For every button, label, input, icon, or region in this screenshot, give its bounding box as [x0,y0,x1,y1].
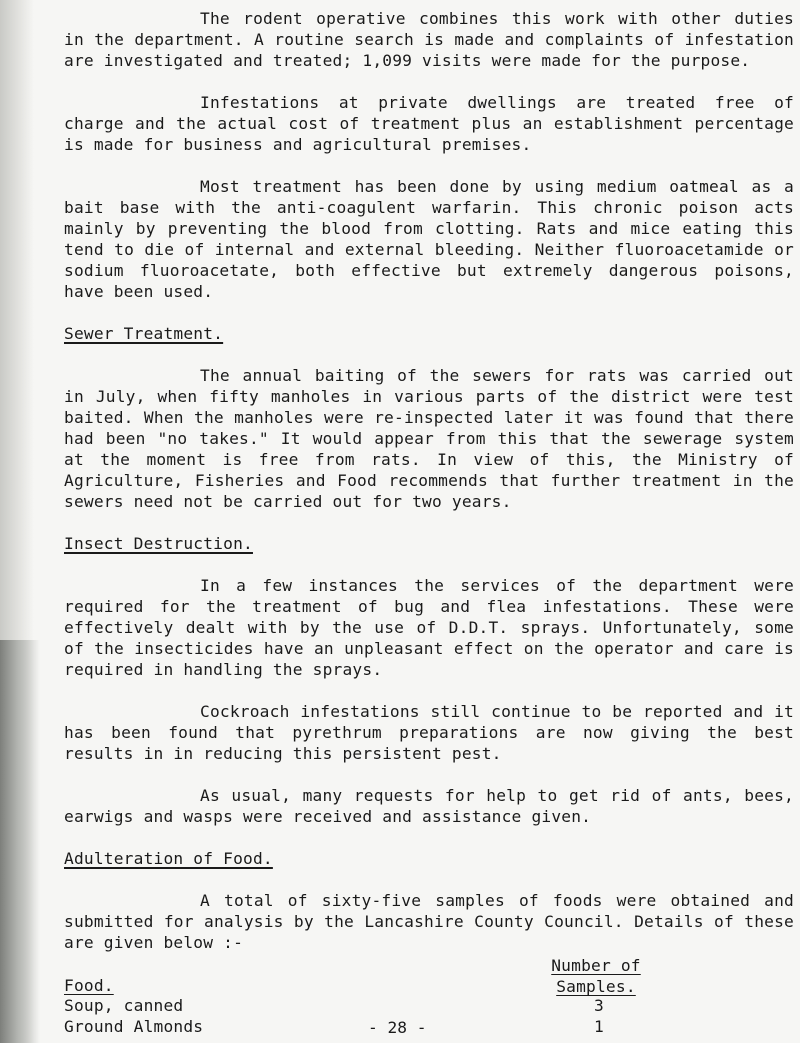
scan-edge-shadow-lower [0,640,40,1043]
paragraph-adulteration: A total of sixty-five samples of foods were obtained and submitted for analysis by the Lancashire County Council. Details of these are given below :- [64,891,794,952]
paragraph-private-dwellings: Infestations at private dwellings are treated free of charge and the actual cost of treatment plus an establishment percentage is made for business and agricultural premises. [64,93,794,154]
document-body [64,8,794,1037]
section-heading-insect-destruction: Insect Destruction. [64,534,253,553]
paragraph-bug-flea: In a few instances the services of the department were required for the treatment of bug and flea infestations. These were effectively dealt with by the use of D.D.T. sprays. Unfortunately, some of the insecticides have an unpleasant effect on the operator and care is required in handling the sprays. [64,576,794,679]
food-name: Ground Almonds [64,1017,204,1036]
column-header-samples: Number of Samples. [551,956,641,996]
section-heading-adulteration: Adulteration of Food. [64,849,273,868]
page-number: - 28 - [368,1018,427,1037]
paragraph-ants-bees: As usual, many requests for help to get rid of ants, bees, earwigs and wasps were received and assistance given. [64,786,794,826]
column-header-food: Food. [64,976,114,995]
paragraph-cockroach: Cockroach infestations still continue to be reported and it has been found that pyrethrum preparations are now giving the best results in in reducing this persistent pest. [64,702,794,763]
sample-count: 1 [594,1017,604,1036]
food-name: Soup, canned [64,996,184,1015]
sample-count: 3 [594,996,604,1015]
section-heading-sewer-treatment: Sewer Treatment. [64,324,224,343]
paragraph-sewer-treatment: The annual baiting of the sewers for rats was carried out in July, when fifty manholes in various parts of the district were test baited. When the manholes were re-inspected later it was found that there had been "no takes." It would appear from this that the sewerage system at the moment is free from rats. In view of this, the Ministry of Agriculture, Fisheries and Food recommends that further treatment in the sewers need not be carried out for two years. [64,366,794,511]
food-samples-table [64,953,794,1037]
paragraph-treatment-method: Most treatment has been done by using medium oatmeal as a bait base with the anti-coagulent warfarin. This chronic poison acts mainly by preventing the blood from clotting. Rats and mice eating this tend to die of internal and external bleeding. Neither fluoroacetamide or sodium fluoroacetate, both effective but extremely dangerous poisons, have been used. [64,177,794,301]
paragraph-rodent-operative: The rodent operative combines this work with other duties in the department. A routine search is made and complaints of infestation are investigated and treated; 1,099 visits were made for the purpose. [64,9,794,70]
